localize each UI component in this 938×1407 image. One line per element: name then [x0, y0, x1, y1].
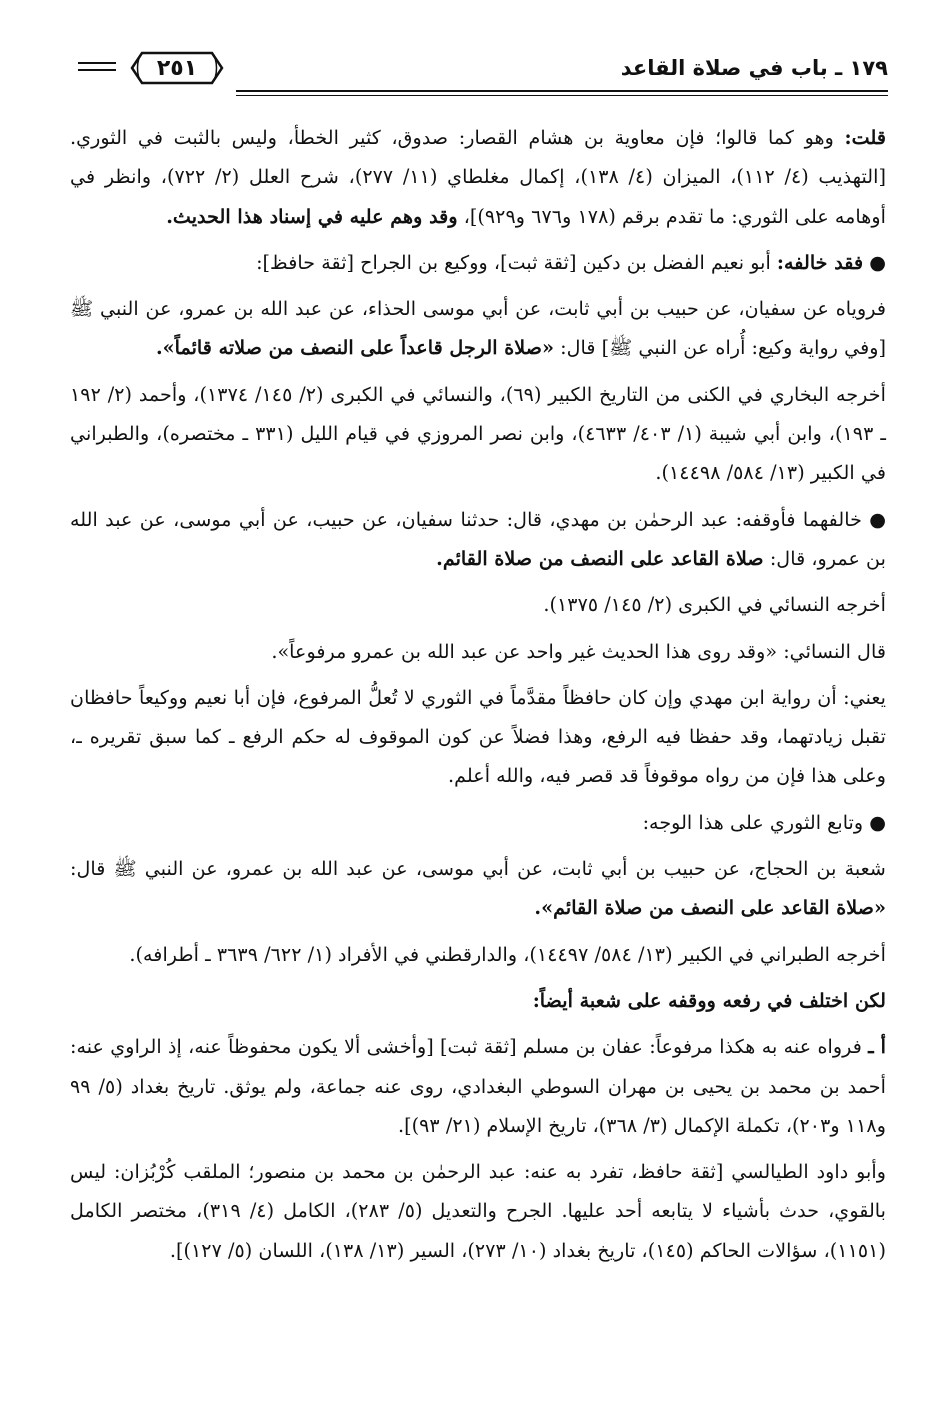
bold-text: صلاة القاعد على النصف من صلاة القائم. — [436, 546, 764, 570]
text-run: ● وتابع الثوري على هذا الوجه: — [642, 810, 886, 834]
bold-text: لكن اختلف في رفعه ووقفه على شعبة أيضاً: — [532, 988, 886, 1012]
paragraph — [70, 243, 886, 282]
paragraph — [70, 585, 886, 624]
paragraph — [70, 803, 886, 842]
paragraph — [70, 118, 886, 236]
paragraph — [70, 632, 886, 671]
paragraph — [70, 500, 886, 579]
paragraph — [70, 1027, 886, 1145]
paragraph — [70, 289, 886, 368]
bold-text: وقد وهم عليه في إسناد هذا الحديث. — [166, 204, 458, 228]
text-run: أخرجه الطبراني في الكبير (١٣/ ٥٨٤/ ١٤٤٩٧)، والدارقطني في الأفراد (١/ ٦٢٢/ ٣٦٣٩ ـ أطرافه). — [129, 942, 886, 966]
main-text — [70, 118, 886, 1277]
paragraph — [70, 981, 886, 1020]
paragraph — [70, 849, 886, 928]
text-run: ● خالفهما فأوقفه: عبد الرحمٰن بن مهدي، قال: حدثنا سفيان، عن حبيب، عن أبي موسى، عن عبد الله بن عمرو، قال: — [70, 507, 886, 570]
text-run: قال النسائي: «وقد روى هذا الحديث غير واحد عن عبد الله بن عمرو مرفوعاً». — [271, 639, 886, 663]
text-run: شعبة بن الحجاج، عن حبيب بن أبي ثابت، عن أبي موسى، عن عبد الله بن عمرو، عن النبي ﷺ قال: — [70, 857, 886, 881]
bold-text: «صلاة الرجل قاعداً على النصف من صلاته قائماً». — [155, 336, 555, 360]
text-run: أخرجه البخاري في الكنى من التاريخ الكبير (٦٩)، والنسائي في الكبرى (٢/ ١٤٥/ ١٣٧٤)، وأحمد (٢/ ١٩٢ ـ ١٩٣)، وابن أبي شيبة (١/ ٤٠٣/ ٤٦٣٣)، وابن نصر المروزي في قيام الليل (٣٣١ ـ مختصره)، والطبراني في الكبير (١٣/ ٥٨٤/ ١٤٤٩٨). — [70, 382, 886, 485]
header-rule — [236, 90, 888, 92]
text-run: وهو كما قالوا؛ فإن معاوية بن هشام القصار: صدوق، كثير الخطأ، وليس بالثبت في الثوري. [التهذيب (٤/ ١١٢)، الميزان (٤/ ١٣٨)، إكمال مغلطاي (١١/ ٢٧٧)، شرح العلل (٢/ ٧٢٢)، وانظر في أوهامه على الثوري: ما تقدم برقم (١٧٨ و٦٧٦ و٩٢٩)]، — [70, 126, 886, 228]
paragraph — [70, 375, 886, 493]
paragraph — [70, 678, 886, 796]
text-run: أخرجه النسائي في الكبرى (٢/ ١٤٥/ ١٣٧٥). — [543, 593, 886, 617]
text-run: أبو نعيم الفضل بن دكين [ثقة ثبت]، ووكيع بن الجراح [ثقة حافظ]: — [256, 250, 777, 274]
page-header — [70, 48, 888, 100]
page-number-badge — [118, 48, 236, 88]
text-run: يعني: أن رواية ابن مهدي وإن كان حافظاً مقدَّماً في الثوري لا تُعلُّ المرفوع، فإن أبا نعيم ووكيعاً حافظان تقبل زيادتهما، وقد حفظا فيه الرفع، وهذا فضلاً عن كون الموقوف له حكم الرفع ـ كما سبق تقريره ـ، وعلى هذا فإن من رواه موقوفاً قد قصر فيه، والله أعلم. — [70, 685, 886, 788]
text-run: فرواه عنه به هكذا مرفوعاً: عفان بن مسلم [ثقة ثبت] [وأخشى ألا يكون محفوظاً عنه، إذ الراوي عنه: أحمد بن محمد بن يحيى بن مهران السوطي البغدادي، روى عنه جماعة، ولم يوثق. تاريخ بغداد (٥/ ٩٩ و١١٨ و٢٠٣)، تكملة الإكمال (٣/ ٣٦٨)، تاريخ الإسلام (٢١/ ٩٣)]. — [70, 1035, 886, 1137]
bold-text: «صلاة القاعد على النصف من صلاة القائم». — [534, 896, 886, 920]
bold-text: أ ـ — [868, 1035, 886, 1059]
ornament-lines — [78, 62, 116, 74]
chapter-title: ١٧٩ ـ باب في صلاة القاعد — [620, 56, 888, 80]
paragraph — [70, 1152, 886, 1270]
paragraph — [70, 935, 886, 974]
header-rule-thin — [236, 95, 888, 96]
bold-text: فقد خالفه: — [776, 250, 864, 274]
text-run: وأبو داود الطيالسي [ثقة حافظ، تفرد به عنه: عبد الرحمٰن بن محمد بن منصور؛ الملقب كُرْبُزان: ليس بالقوي، حدث بأشياء لا يتابعه أحد عليها. الجرح والتعديل (٥/ ٢٨٣)، الكامل (٤/ ٣١٩)، مختصر الكامل (١١٥١)، سؤالات الحاكم (١٤٥)، تاريخ بغداد (١٠/ ٢٧٣)، السير (١٣/ ١٣٨)، اللسان (٥/ ١٢٧)]. — [70, 1160, 886, 1262]
bold-text: قلت: — [844, 126, 886, 149]
text-run: ● — [863, 250, 886, 274]
text-run: فروياه عن سفيان، عن حبيب بن أبي ثابت، عن أبي موسى الحذاء، عن عبد الله بن عمرو، عن النبي ﷺ [وفي رواية وكيع: أُراه عن النبي ﷺ] قال: — [70, 297, 886, 360]
page-number: ٢٥١ — [156, 55, 198, 81]
